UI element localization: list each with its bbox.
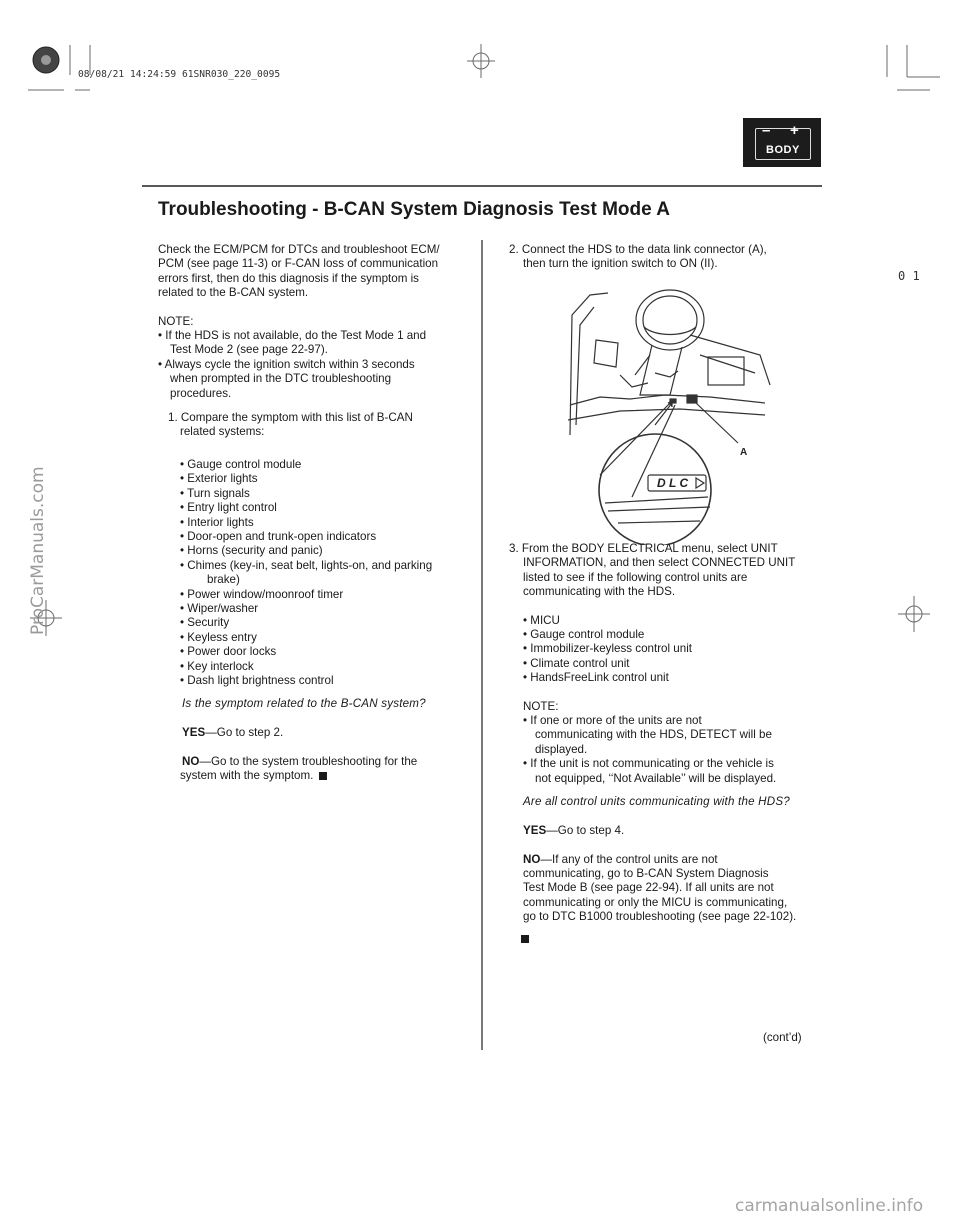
- decision-question: Are all control units communicating with the HDS?: [523, 795, 790, 809]
- step-3-line: listed to see if the following control units are: [523, 570, 748, 584]
- note-line: communicating with the HDS, DETECT will be: [535, 728, 772, 742]
- no-text: Go to the system troubleshooting for the: [210, 754, 418, 768]
- note-line: • If the HDS is not available, do the Test Mode 1 and: [158, 329, 427, 343]
- list-item: • Horns (security and panic): [180, 544, 323, 558]
- list-item: • Wiper/washer: [180, 601, 259, 615]
- section-mark: 0 1: [898, 269, 920, 283]
- no-branch: [158, 755, 478, 769]
- no-text-line: go to DTC B1000 troubleshooting (see page 22-102).: [523, 910, 797, 924]
- note-line: displayed.: [535, 742, 588, 756]
- list-item: • Security: [180, 616, 230, 630]
- note-label: NOTE:: [158, 314, 194, 328]
- note-label: NOTE:: [523, 699, 559, 713]
- no-label: NO: [182, 754, 200, 768]
- end-square-icon: [319, 772, 327, 780]
- yes-branch: [158, 726, 478, 740]
- left-column: [158, 243, 478, 784]
- dash: —: [546, 824, 558, 838]
- no-text-cont: system with the symptom.: [180, 769, 314, 783]
- no-text-line: communicating or only the MICU is communicating,: [523, 895, 788, 909]
- right-column-lower: [509, 542, 819, 947]
- step-3-line: 3. From the BODY ELECTRICAL menu, select UNIT: [509, 542, 778, 555]
- dash: —: [540, 852, 552, 866]
- no-text-line: Test Mode B (see page 22-94). If all units are not: [523, 881, 774, 895]
- page-title: Troubleshooting - B-CAN System Diagnosis Test Mode A: [158, 199, 670, 220]
- note-line: • If one or more of the units are not: [523, 714, 702, 728]
- list-item: • Power door locks: [180, 645, 277, 659]
- yes-label: YES: [182, 726, 206, 740]
- end-mark-row: [509, 929, 819, 947]
- end-square-icon: [521, 935, 529, 943]
- step-1-line: 1. Compare the symptom with this list of B-CAN: [168, 411, 413, 425]
- note-line: when prompted in the DTC troubleshooting: [170, 372, 392, 386]
- step-2-line: then turn the ignition switch to ON (II).: [523, 257, 718, 271]
- no-branch-cont: [509, 867, 819, 925]
- list-item: • Keyless entry: [180, 630, 257, 644]
- list-item: • Immobilizer-keyless control unit: [523, 642, 692, 656]
- list-item: • Dash light brightness control: [180, 673, 334, 687]
- body-section-badge: [743, 118, 821, 167]
- list-item: • Gauge control module: [180, 457, 302, 471]
- footer-watermark: carmanualsonline.info: [735, 1196, 924, 1216]
- units-list: [509, 614, 819, 686]
- list-item: • Turn signals: [180, 486, 250, 500]
- systems-list: [158, 458, 478, 689]
- step-3-line: communicating with the HDS.: [523, 585, 676, 599]
- step-2-line: 2. Connect the HDS to the data link connector (A),: [509, 243, 767, 256]
- note-line: not equipped, ‘‘Not Available’’ will be displayed.: [535, 771, 777, 785]
- list-item: • Door-open and trunk-open indicators: [180, 529, 377, 543]
- intro-line: PCM (see page 11-3) or F-CAN loss of communication: [158, 257, 439, 271]
- right-notes: [509, 714, 819, 786]
- list-item: • Power window/moonroof timer: [180, 587, 344, 601]
- side-watermark: ProCarManuals.com: [28, 466, 48, 635]
- continued-note: (cont’d): [763, 1031, 802, 1044]
- list-item: • Key interlock: [180, 659, 254, 673]
- step-3-line: INFORMATION, and then select CONNECTED UNIT: [523, 556, 796, 570]
- list-item: • Exterior lights: [180, 472, 258, 486]
- intro-line: Check the ECM/PCM for DTCs and troubleshoot ECM/: [158, 243, 440, 256]
- right-column: [509, 243, 819, 272]
- note-line: • Always cycle the ignition switch within 3 seconds: [158, 357, 415, 371]
- step-1-line: related systems:: [180, 425, 265, 439]
- list-item: • HandsFreeLink control unit: [523, 671, 669, 685]
- no-text-line: communicating, go to B-CAN System Diagnosis: [523, 866, 769, 880]
- decision-question: Is the symptom related to the B-CAN system?: [182, 697, 426, 711]
- list-item: • Entry light control: [180, 501, 277, 515]
- yes-branch: [509, 824, 819, 838]
- dash: —: [205, 726, 217, 740]
- yes-text: Go to step 2.: [216, 726, 284, 740]
- no-branch: [509, 853, 819, 867]
- list-item: • Interior lights: [180, 515, 254, 529]
- intro-line: related to the B-CAN system.: [158, 286, 309, 300]
- battery-minus: –: [762, 122, 771, 139]
- dlc-label: D L C: [657, 476, 689, 490]
- battery-plus: +: [790, 122, 799, 139]
- note-line: procedures.: [170, 386, 232, 400]
- no-label: NO: [523, 852, 541, 866]
- list-item: brake): [207, 573, 240, 587]
- print-stamp: 08/08/21 14:24:59 61SNR030_220_0095: [78, 69, 281, 80]
- list-item: • Gauge control module: [523, 628, 645, 642]
- note-line: Test Mode 2 (see page 22-97).: [170, 343, 328, 357]
- connector-a-label: A: [740, 447, 748, 458]
- list-item: • MICU: [523, 613, 560, 627]
- list-item: • Climate control unit: [523, 656, 630, 670]
- no-text: If any of the control units are not: [551, 852, 718, 866]
- list-item: • Chimes (key-in, seat belt, lights-on, and parking: [180, 558, 433, 572]
- dash: —: [199, 754, 211, 768]
- intro-line: errors first, then do this diagnosis if the symptom is: [158, 271, 419, 285]
- dlc-location-figure: [560, 275, 785, 545]
- note-line: • If the unit is not communicating or the vehicle is: [523, 757, 774, 771]
- no-branch-cont: [158, 769, 478, 783]
- yes-label: YES: [523, 824, 547, 838]
- yes-text: Go to step 4.: [557, 824, 625, 838]
- badge-label: BODY: [766, 144, 800, 156]
